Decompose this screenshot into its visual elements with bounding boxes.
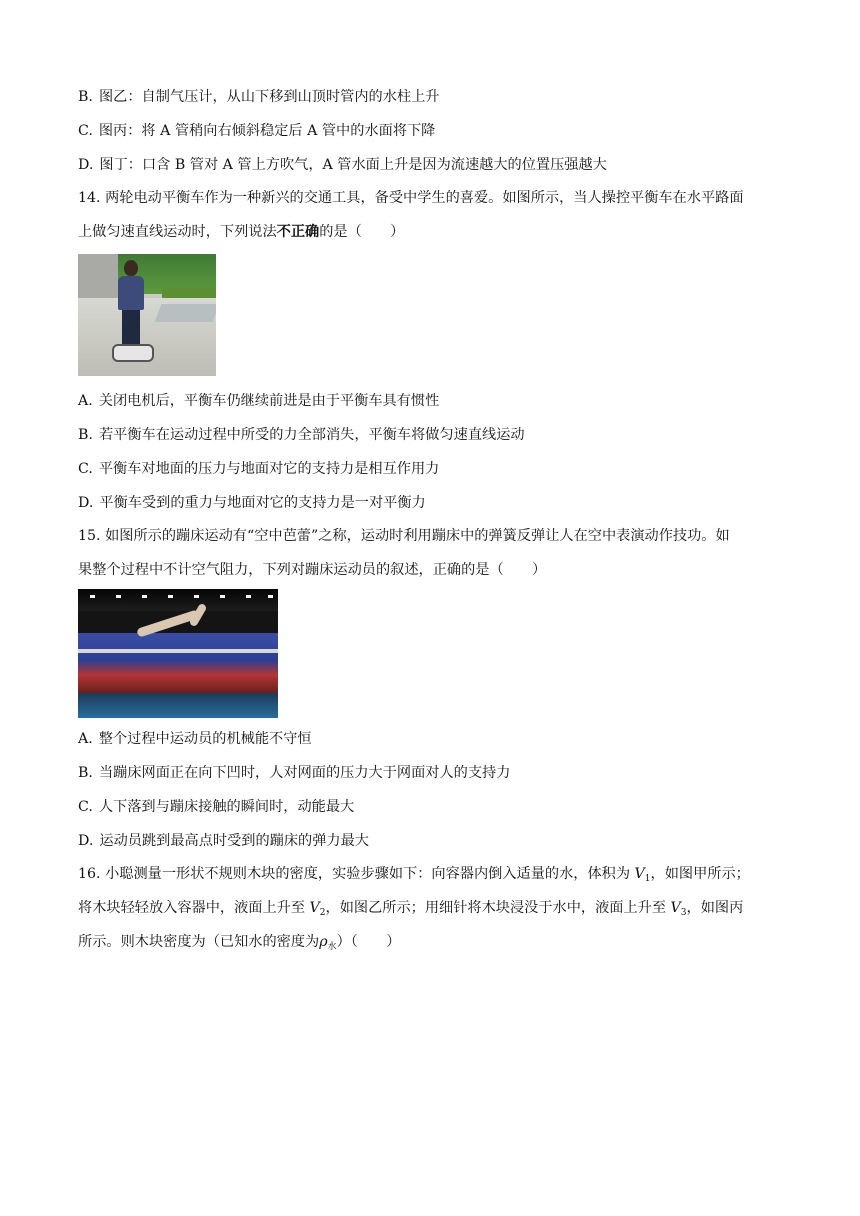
option-text: 图丁：口含 B 管对 A 管上方吹气，A 管水面上升是因为流速越大的位置压强越大 — [99, 157, 607, 173]
option-letter: D. — [78, 157, 94, 173]
option-text: 整个过程中运动员的机械能不守恒 — [98, 731, 312, 747]
option-letter: B. — [78, 427, 93, 443]
q15-option-a — [78, 729, 788, 749]
option-letter: D. — [78, 495, 94, 511]
variable-v1: V — [634, 866, 645, 882]
stem-text: 将木块轻轻放入容器中，液面上升至 — [78, 900, 310, 916]
stem-text: ，如图乙所示；用细针将木块浸没于水中，液面上升至 — [325, 900, 671, 916]
option-letter: C. — [78, 461, 93, 477]
option-letter: A. — [78, 393, 93, 409]
stem-text: ，如图甲所示； — [650, 866, 750, 882]
stem-text: ）（ ） — [336, 934, 401, 950]
stem-text: ，如图丙 — [686, 900, 744, 916]
option-letter: C. — [78, 799, 93, 815]
subscript: 3 — [680, 908, 687, 918]
q14-option-b — [78, 425, 788, 445]
stem-text: 16. 小聪测量一形状不规则木块的密度，实验步骤如下：向容器内倒入适量的水，体积为 — [78, 866, 635, 882]
q14-option-a — [78, 391, 788, 411]
emphasis-text: 不正确 — [276, 224, 320, 240]
q13-option-c — [78, 121, 788, 141]
option-text: 运动员跳到最高点时受到的蹦床的弹力最大 — [99, 833, 369, 849]
stem-text: 上做匀速直线运动时，下列说法 — [78, 224, 277, 240]
variable-rho: ρ — [319, 934, 328, 950]
subscript: 水 — [327, 942, 337, 952]
variable-v3: V — [670, 900, 681, 916]
q15-stem-line1: 15. 如图所示的蹦床运动有“空中芭蕾”之称，运动时利用蹦床中的弹簧反弹让人在空中表演动作技功。如 — [78, 528, 730, 544]
q13-option-b — [78, 87, 788, 107]
balance-scooter-photo — [78, 254, 216, 376]
q14-option-c — [78, 459, 788, 479]
q13-option-d — [78, 155, 788, 175]
q15-option-b — [78, 763, 788, 783]
stem-text: 的是（ ） — [319, 224, 405, 240]
q14-stem-line2 — [78, 222, 788, 242]
option-text: 人下落到与蹦床接触的瞬间时，动能最大 — [98, 799, 355, 815]
option-letter: B. — [78, 89, 93, 105]
option-text: 关闭电机后，平衡车仍继续前进是由于平衡车具有惯性 — [98, 393, 440, 409]
trampoline-arena-photo — [78, 589, 278, 718]
q14-stem-line1: 14. 两轮电动平衡车作为一种新兴的交通工具，备受中学生的喜爱。如图所示，当人操控平衡车在水平路面 — [78, 190, 744, 206]
subscript: 1 — [644, 874, 651, 884]
option-text: 图乙：自制气压计，从山下移到山顶时管内的水柱上升 — [98, 89, 440, 105]
subscript: 2 — [319, 908, 326, 918]
option-text: 平衡车受到的重力与地面对它的支持力是一对平衡力 — [99, 495, 426, 511]
stem-text: 所示。则木块密度为（已知水的密度为 — [78, 934, 320, 950]
q16-stem-line2 — [78, 898, 788, 923]
variable-v2: V — [309, 900, 320, 916]
option-letter: B. — [78, 765, 93, 781]
option-text: 当蹦床网面正在向下凹时，人对网面的压力大于网面对人的支持力 — [98, 765, 511, 781]
q16-stem-line3 — [78, 932, 788, 957]
option-text: 平衡车对地面的压力与地面对它的支持力是相互作用力 — [98, 461, 440, 477]
option-letter: C. — [78, 123, 93, 139]
option-letter: D. — [78, 833, 94, 849]
option-text: 若平衡车在运动过程中所受的力全部消失，平衡车将做匀速直线运动 — [98, 427, 525, 443]
q15-option-c — [78, 797, 788, 817]
option-letter: A. — [78, 731, 93, 747]
q15-stem-line2: 果整个过程中不计空气阻力，下列对蹦床运动员的叙述，正确的是（ ） — [78, 562, 547, 578]
q14-option-d — [78, 493, 788, 513]
q15-option-d — [78, 831, 788, 851]
q16-stem-line1 — [78, 864, 788, 889]
option-text: 图丙：将 A 管稍向右倾斜稳定后 A 管中的水面将下降 — [98, 123, 436, 139]
